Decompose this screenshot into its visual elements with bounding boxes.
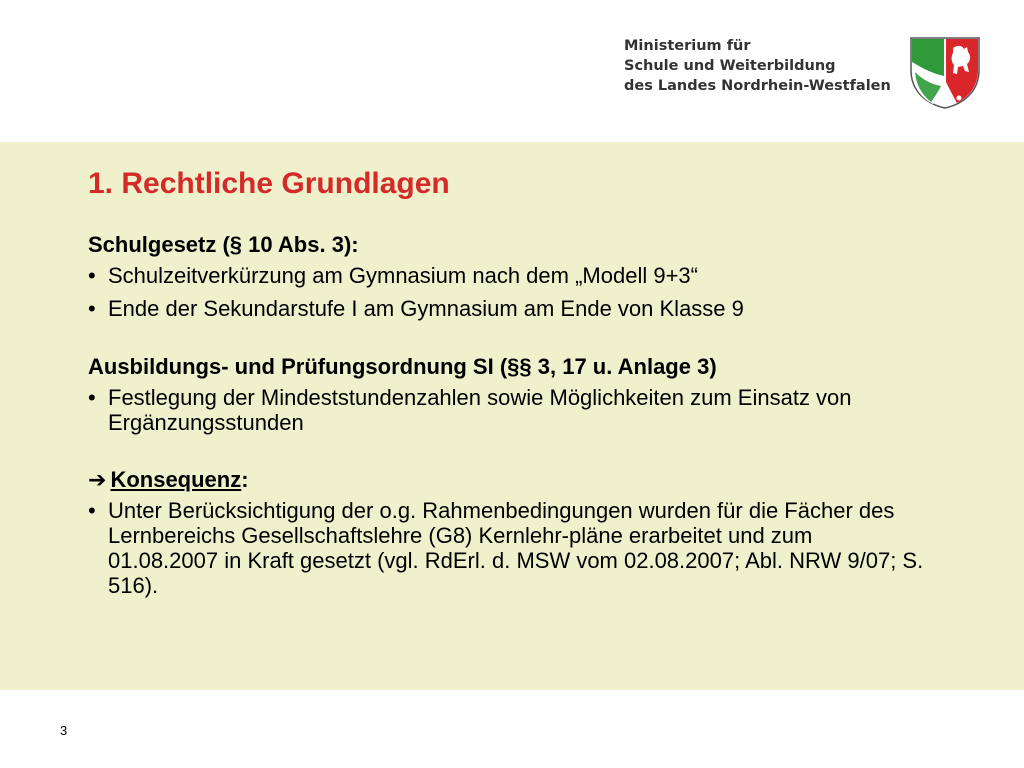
bullet-text: Ende der Sekundarstufe I am Gymnasium am Ende von Klasse 9 <box>108 296 744 321</box>
slide-title: 1. Rechtliche Grundlagen <box>88 167 450 200</box>
bullet-dot: • <box>88 498 96 523</box>
ministry-name <box>624 36 891 96</box>
bullet-item <box>88 296 928 321</box>
bullet-dot: • <box>88 263 96 288</box>
bullet-item <box>88 498 928 598</box>
slide-content <box>0 142 1024 690</box>
ministry-line-1: Ministerium für <box>624 38 751 54</box>
section-heading: Schulgesetz (§ 10 Abs. 3): <box>88 232 359 257</box>
bullet-dot: • <box>88 385 96 410</box>
ministry-line-3: des Landes Nordrhein-Westfalen <box>624 78 891 94</box>
arrow-right-icon: ➔ <box>88 467 107 492</box>
konsequenz-label: Konsequenz <box>110 467 242 492</box>
ministry-line-2: Schule und Weiterbildung <box>624 58 836 74</box>
bullet-text: Unter Berücksichtigung der o.g. Rahmenbedingungen wurden für die Fächer des Lernbereichs Gesellschaftslehre (G8) Kernlehr-pläne erarbeitet und zum 01.08.2007 in Kraft gesetzt (vgl. RdErl. d. MSW vom 02.08.2007; Abl. NRW 9/07; S. 516). <box>108 498 924 598</box>
slide-header <box>0 0 1024 142</box>
page-number: 3 <box>60 723 68 738</box>
section-heading: Ausbildungs- und Prüfungsordnung SI (§§ 3, 17 u. Anlage 3) <box>88 354 717 379</box>
section-heading <box>88 467 928 493</box>
bullet-item <box>88 385 928 435</box>
section-schulgesetz <box>88 232 928 321</box>
section-apo-si <box>88 354 928 435</box>
nrw-coat-of-arms-icon <box>909 36 981 110</box>
bullet-text: Schulzeitverkürzung am Gymnasium nach dem „Modell 9+3“ <box>108 263 698 288</box>
section-konsequenz <box>88 467 928 598</box>
bullet-item <box>88 263 928 288</box>
heading-colon: : <box>241 467 249 492</box>
bullet-dot: • <box>88 296 96 321</box>
bullet-text: Festlegung der Mindeststundenzahlen sowie Möglichkeiten zum Einsatz von Ergänzungsstunden <box>108 385 852 435</box>
